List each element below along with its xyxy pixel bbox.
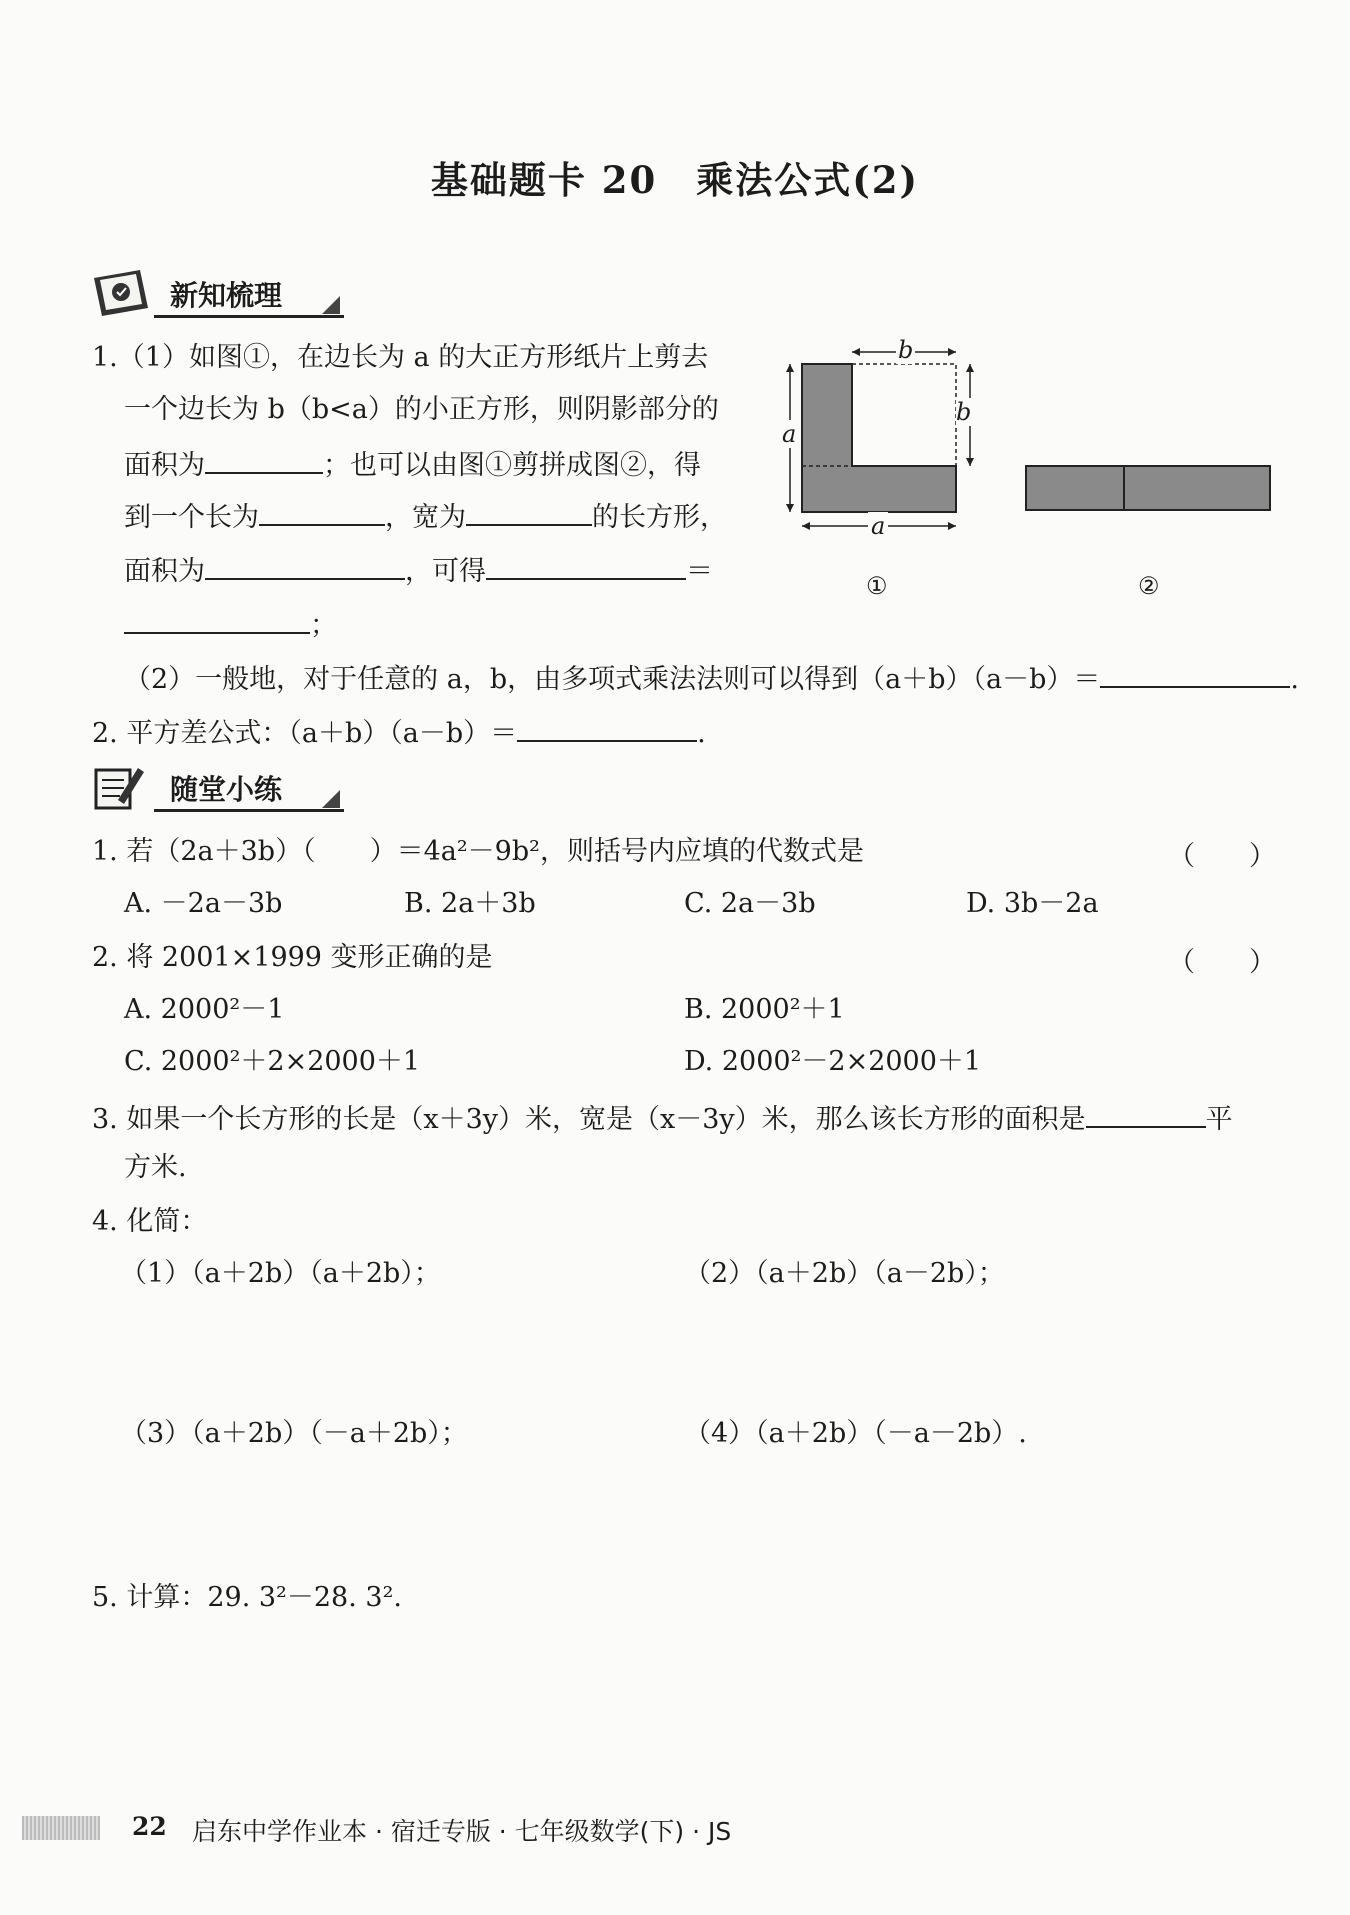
answer-blank[interactable] <box>124 604 310 634</box>
answer-blank[interactable] <box>486 550 686 580</box>
figure-2-label: ② <box>1138 572 1160 600</box>
text: 面积为 <box>124 556 205 587</box>
p-q1-option-d[interactable]: D. 3b－2a <box>966 888 1099 919</box>
text: 平 <box>1205 1104 1233 1135</box>
k-q1-line1: 1.（1）如图①，在边长为 a 的大正方形纸片上剪去 <box>92 342 709 373</box>
figure-1-square <box>780 338 1000 538</box>
text: ＝ <box>686 556 713 587</box>
k-q1-line5 <box>124 550 713 590</box>
section-header-new-knowledge <box>92 266 352 320</box>
text: （2）一般地，对于任意的 a，b，由多项式乘法法则可以得到（a＋b）（a－b）＝ <box>124 664 1101 695</box>
section-label: 随堂小练 <box>170 773 283 806</box>
label-b-side: b <box>956 398 972 426</box>
p-q4: 4. 化简： <box>92 1206 208 1237</box>
p-q1: 1. 若（2a＋3b）（ ）＝4a²－9b²，则括号内应填的代数式是 <box>92 836 864 867</box>
text: 3. 如果一个长方形的长是（x＋3y）米，宽是（x－3y）米，那么该长方形的面积是 <box>92 1104 1086 1135</box>
footer-bar <box>22 1816 100 1840</box>
p-q1-option-b[interactable]: B. 2a＋3b <box>404 888 536 919</box>
p-q2-answer-paren[interactable]: （ ） <box>1168 947 1276 978</box>
p-q2-option-d[interactable]: D. 2000²－2×2000＋1 <box>684 1046 982 1077</box>
p-q3-line1 <box>92 1098 1233 1138</box>
answer-blank[interactable] <box>1086 1098 1206 1128</box>
answer-blank[interactable] <box>1100 658 1290 688</box>
triangle-marker-icon <box>322 296 340 314</box>
k-q1-line2: 一个边长为 b（b<a）的小正方形，则阴影部分的 <box>124 394 719 425</box>
k-q1-part2 <box>124 658 1299 698</box>
figure-2-rectangle <box>1024 464 1274 514</box>
answer-blank[interactable] <box>205 444 323 474</box>
p-q4-part4: （4）（a＋2b）（－a－2b）. <box>684 1418 1027 1449</box>
answer-blank[interactable] <box>259 496 385 526</box>
footer-text: 启东中学作业本 · 宿迁专版 · 七年级数学(下) · JS <box>192 1817 732 1846</box>
text: 面积为 <box>124 450 205 481</box>
section-underline <box>154 809 344 812</box>
section-header-practice <box>92 760 352 814</box>
label-a-left: a <box>782 420 797 448</box>
k-q2 <box>92 712 706 752</box>
label-b-top: b <box>898 336 914 364</box>
triangle-marker-icon <box>322 790 340 808</box>
p-q4-part2: （2）（a＋2b）（a－2b）； <box>684 1258 1005 1289</box>
p-q1-option-c[interactable]: C. 2a－3b <box>684 888 816 919</box>
notebook-icon <box>92 270 150 316</box>
p-q4-part1: （1）（a＋2b）（a＋2b）； <box>120 1258 441 1289</box>
text: ，可得 <box>405 556 486 587</box>
p-q2-option-b[interactable]: B. 2000²＋1 <box>684 994 845 1025</box>
section-label: 新知梳理 <box>170 279 283 312</box>
label-a-bottom: a <box>868 512 888 540</box>
page-number: 22 <box>132 1812 167 1841</box>
text: 到一个长为 <box>124 502 259 533</box>
p-q2-option-a[interactable]: A. 2000²－1 <box>124 994 285 1025</box>
page-footer <box>22 1808 922 1848</box>
p-q2: 2. 将 2001×1999 变形正确的是 <box>92 942 493 973</box>
section-underline <box>154 315 344 318</box>
text: . <box>697 718 706 749</box>
k-q1-line4 <box>124 496 727 536</box>
text: . <box>1290 664 1299 695</box>
text: ；也可以由图①剪拼成图②，得 <box>323 450 701 481</box>
p-q4-part3: （3）（a＋2b）（－a＋2b）； <box>120 1418 468 1449</box>
p-q1-answer-paren[interactable]: （ ） <box>1168 841 1276 872</box>
answer-blank[interactable] <box>466 496 592 526</box>
k-q1-line6 <box>124 604 337 644</box>
text: ，宽为 <box>385 502 466 533</box>
answer-blank[interactable] <box>205 550 405 580</box>
text: ； <box>310 610 337 641</box>
text: 2. 平方差公式：（a＋b）（a－b）＝ <box>92 718 518 749</box>
figure-1-label: ① <box>866 572 888 600</box>
p-q5: 5. 计算：29. 3²－28. 3². <box>92 1582 402 1613</box>
answer-blank[interactable] <box>517 712 697 742</box>
k-q1-line3 <box>124 444 701 484</box>
p-q1-option-a[interactable]: A. －2a－3b <box>124 888 283 919</box>
p-q3-line2: 方米. <box>124 1152 187 1183</box>
p-q2-option-c[interactable]: C. 2000²＋2×2000＋1 <box>124 1046 421 1077</box>
page-title: 基础题卡 20 乘法公式(2) <box>430 158 920 202</box>
notepad-pencil-icon <box>92 764 150 810</box>
text: 的长方形， <box>592 502 727 533</box>
